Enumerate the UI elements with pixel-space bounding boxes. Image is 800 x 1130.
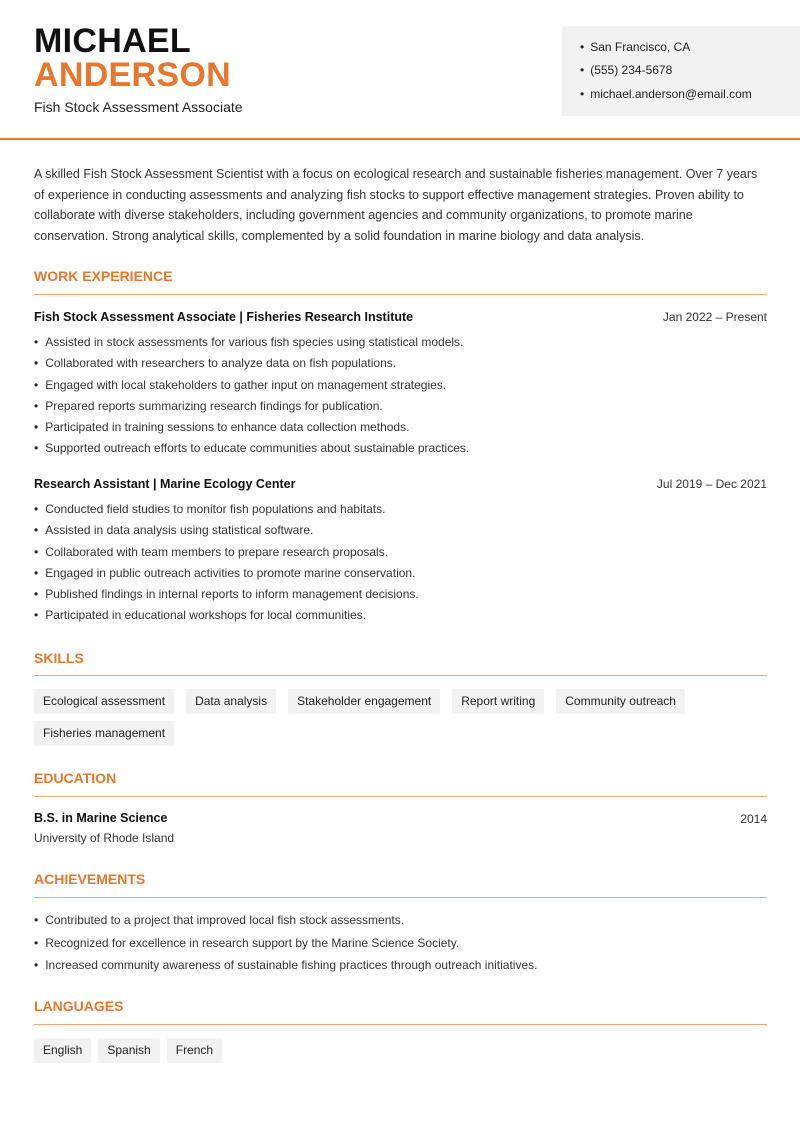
job-title-1: Fish Stock Assessment Associate | Fisheries Research Institute	[34, 310, 414, 324]
contact-email: • michael.anderson@email.com	[580, 87, 752, 101]
section-title-languages: LANGUAGES	[34, 998, 124, 1014]
skill-chip: Community outreach	[556, 689, 685, 714]
education-school: University of Rhode Island	[34, 831, 175, 845]
education-degree: B.S. in Marine Science	[34, 811, 168, 825]
skill-chip: Fisheries management	[34, 721, 174, 746]
skills-list	[34, 689, 774, 753]
skill-chip: Stakeholder engagement	[288, 689, 440, 714]
section-title-work: WORK EXPERIENCE	[34, 268, 173, 284]
list-item: • Published findings in internal reports to inform management decisions.	[34, 584, 419, 605]
list-item: • Conducted field studies to monitor fish populations and habitats.	[34, 499, 419, 520]
list-item: • Assisted in stock assessments for various fish species using statistical models.	[34, 332, 469, 353]
list-item: • Assisted in data analysis using statistical software.	[34, 520, 419, 541]
list-item: • Collaborated with researchers to analyze data on fish populations.	[34, 353, 469, 374]
section-divider	[34, 897, 767, 898]
skill-chip: Ecological assessment	[34, 689, 174, 714]
section-divider	[34, 1024, 767, 1025]
list-item: • Contributed to a project that improved local fish stock assessments.	[34, 909, 537, 932]
job-bullets-2	[34, 499, 419, 627]
list-item: • Participated in training sessions to enhance data collection methods.	[34, 417, 469, 438]
education-year: 2014	[740, 812, 767, 826]
list-item: • Prepared reports summarizing research findings for publication.	[34, 396, 469, 417]
skill-chip: Data analysis	[186, 689, 276, 714]
section-title-achievements: ACHIEVEMENTS	[34, 871, 146, 887]
last-name: ANDERSON	[34, 56, 231, 94]
section-title-skills: SKILLS	[34, 650, 84, 666]
language-chip: Spanish	[98, 1038, 159, 1063]
list-item: • Supported outreach efforts to educate communities about sustainable practices.	[34, 438, 469, 459]
section-divider	[34, 796, 767, 797]
first-name: MICHAEL	[34, 22, 191, 60]
contact-phone: • (555) 234-5678	[580, 63, 672, 77]
summary-paragraph: A skilled Fish Stock Assessment Scientist with a focus on ecological research and sustainable fisheries management. Over 7 years of experience in conducting assessments and analyzing fish stocks to support effective management strategies. Proven ability to collaborate with diverse stakeholders, including government agencies and community organizations, to promote marine conservation. Strong analytical skills, complemented by a solid foundation in marine biology and data analysis.	[34, 167, 758, 243]
achievements-list	[34, 909, 537, 977]
job-dates-1: Jan 2022 – Present	[662, 310, 767, 324]
list-item: • Increased community awareness of sustainable fishing practices through outreach initiatives.	[34, 954, 537, 977]
languages-list	[34, 1038, 774, 1070]
list-item: • Collaborated with team members to prepare research proposals.	[34, 542, 419, 563]
resume-header	[0, 0, 800, 140]
section-title-education: EDUCATION	[34, 770, 117, 786]
contact-box	[562, 26, 800, 116]
list-item: • Engaged in public outreach activities to promote marine conservation.	[34, 563, 419, 584]
job-dates-2: Jul 2019 – Dec 2021	[656, 477, 767, 491]
language-chip: French	[167, 1038, 222, 1063]
section-divider	[34, 675, 767, 676]
list-item: • Participated in educational workshops for local communities.	[34, 605, 419, 626]
skill-chip: Report writing	[452, 689, 544, 714]
list-item: • Engaged with local stakeholders to gather input on management strategies.	[34, 375, 469, 396]
language-chip: English	[34, 1038, 91, 1063]
section-divider	[34, 294, 767, 295]
job-bullets-1	[34, 332, 469, 460]
list-item: • Recognized for excellence in research support by the Marine Science Society.	[34, 932, 537, 955]
job-title-2: Research Assistant | Marine Ecology Center	[34, 477, 296, 491]
contact-location: • San Francisco, CA	[580, 40, 690, 54]
job-title: Fish Stock Assessment Associate	[34, 99, 243, 115]
